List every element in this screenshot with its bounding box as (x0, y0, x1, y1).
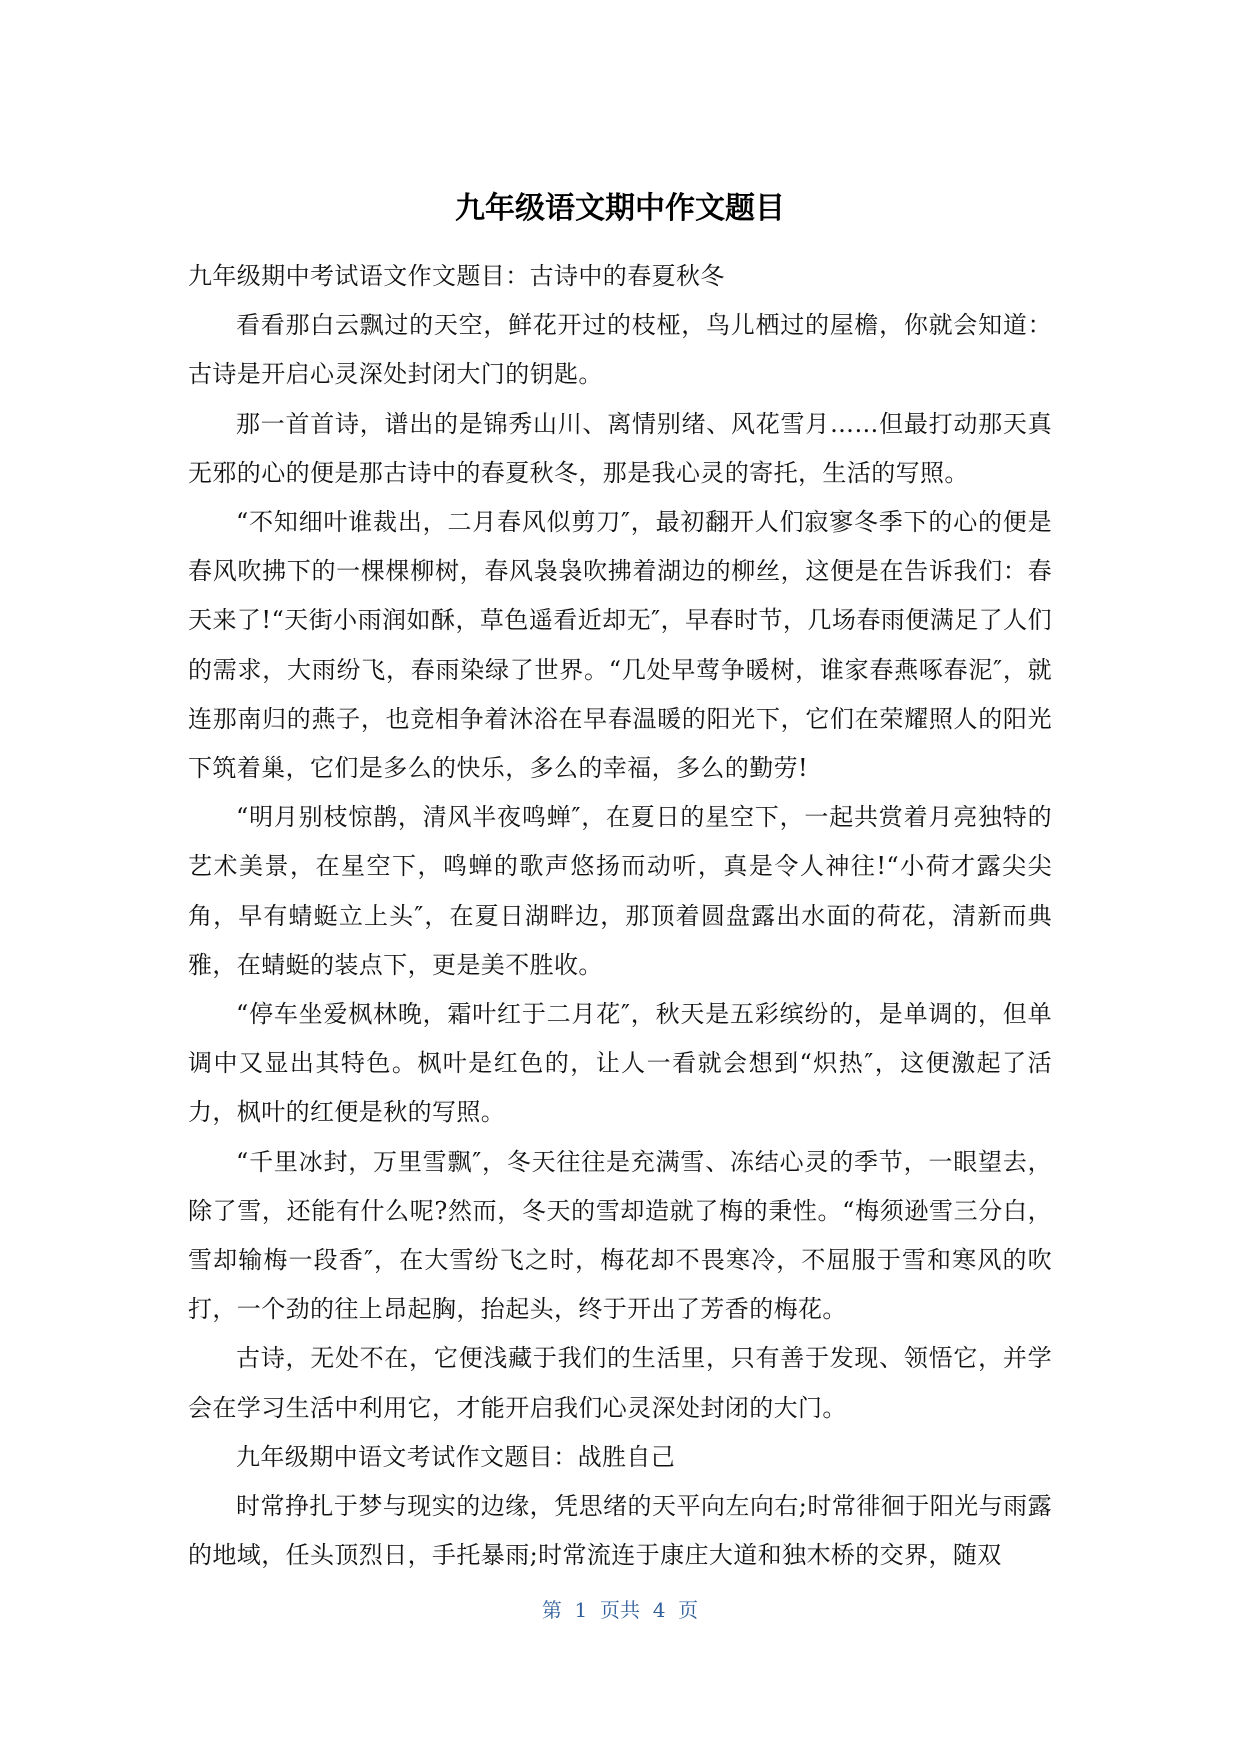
paragraph: 九年级期中语文考试作文题目：战胜自己 (236, 1442, 676, 1471)
paragraph: 看看那白云飘过的天空，鲜花开过的枝桠，鸟儿栖过的屋檐，你就会知道：古诗是开启心灵深处封闭大门的钥匙。 (188, 311, 1052, 389)
paragraph: “千里冰封，万里雪飘″，冬天往往是充满雪、冻结心灵的季节，一眼望去，除了雪，还能有什么呢?然而，冬天的雪却造就了梅的秉性。“梅须逊雪三分白，雪却输梅一段香″，在大雪纷飞之时，梅花却不畏寒冷，不屈服于雪和寒风的吹打，一个劲的往上昂起胸，抬起头，终于开出了芳香的梅花。 (188, 1147, 1052, 1324)
page-number-footer: 第 1 页共 4 页 (541, 1598, 699, 1622)
document-body (188, 252, 1052, 1580)
document-title: 九年级语文期中作文题目 (455, 191, 785, 226)
paragraph: 古诗，无处不在，它便浅藏于我们的生活里，只有善于发现、领悟它，并学会在学习生活中利用它，才能开启我们心灵深处封闭的大门。 (188, 1344, 1052, 1422)
paragraph: “明月别枝惊鹊，清风半夜鸣蝉″，在夏日的星空下，一起共赏着月亮独特的艺术美景，在星空下，鸣蝉的歌声悠扬而动听，真是令人神往!“小荷才露尖尖角，早有蜻蜓立上头″，在夏日湖畔边，那顶着圆盘露出水面的荷花，清新而典雅，在蜻蜓的装点下，更是美不胜收。 (188, 803, 1052, 979)
paragraph: “停车坐爱枫林晚，霜叶红于二月花″，秋天是五彩缤纷的，是单调的，但单调中又显出其特色。枫叶是红色的，让人一看就会想到“炽热″，这便激起了活力，枫叶的红便是秋的写照。 (188, 1000, 1052, 1127)
paragraph: “不知细叶谁裁出，二月春风似剪刀″，最初翻开人们寂寥冬季下的心的便是春风吹拂下的一棵棵柳树，春风袅袅吹拂着湖边的柳丝，这便是在告诉我们：春天来了!“天街小雨润如酥，草色遥看近却无″，早春时节，几场春雨便满足了人们的需求，大雨纷飞，春雨染绿了世界。“几处早莺争暖树，谁家春燕啄春泥″，就连那南归的燕子，也竞相争着沐浴在早春温暖的阳光下，它们在荣耀照人的阳光下筑着巢，它们是多么的快乐，多么的幸福，多么的勤劳! (188, 508, 1052, 783)
paragraph: 九年级期中考试语文作文题目：古诗中的春夏秋冬 (188, 262, 725, 290)
paragraph: 时常挣扎于梦与现实的边缘，凭思绪的天平向左向右;时常徘徊于阳光与雨露的地域，任头顶烈日，手托暴雨;时常流连于康庄大道和独木桥的交界，随双 (188, 1492, 1052, 1570)
paragraph: 那一首首诗，谱出的是锦秀山川、离情别绪、风花雪月……但最打动那天真无邪的心的便是那古诗中的春夏秋冬，那是我心灵的寄托，生活的写照。 (188, 409, 1052, 487)
